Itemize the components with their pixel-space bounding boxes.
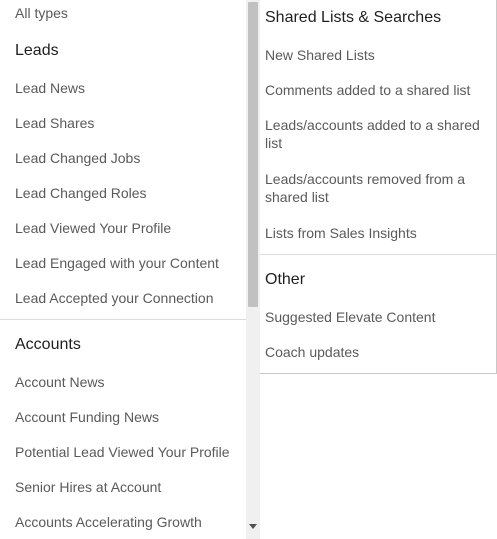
filter-lead-viewed-profile[interactable]: Lead Viewed Your Profile [15, 220, 172, 236]
section-divider [0, 319, 246, 320]
filter-account-news[interactable]: Account News [15, 374, 105, 390]
filter-suggested-elevate-content[interactable]: Suggested Elevate Content [265, 309, 436, 325]
accounts-section-header: Accounts [15, 336, 81, 353]
filter-leads-removed-shared-list[interactable]: Leads/accounts removed from a shared list [265, 171, 465, 205]
filter-lead-news[interactable]: Lead News [15, 80, 86, 96]
scroll-down-arrow-icon[interactable] [249, 524, 257, 529]
filter-comments-shared-list[interactable]: Comments added to a shared list [265, 82, 471, 98]
filter-lead-shares[interactable]: Lead Shares [15, 115, 95, 131]
filter-new-shared-lists[interactable]: New Shared Lists [265, 47, 375, 63]
filter-list-left [0, 0, 246, 539]
scrollbar-thumb[interactable] [248, 2, 258, 307]
filter-lead-changed-roles[interactable]: Lead Changed Roles [15, 185, 147, 201]
shared-lists-section-header: Shared Lists & Searches [265, 9, 442, 26]
filter-account-funding-news[interactable]: Account Funding News [15, 409, 159, 425]
filter-senior-hires[interactable]: Senior Hires at Account [15, 479, 162, 495]
section-divider [260, 254, 496, 255]
filter-list-right [260, 0, 497, 374]
filter-coach-updates[interactable]: Coach updates [265, 344, 360, 360]
filter-all-types[interactable]: All types [15, 5, 68, 21]
other-section-header: Other [265, 271, 306, 288]
leads-section-header: Leads [15, 42, 59, 59]
filter-lead-engaged-content[interactable]: Lead Engaged with your Content [15, 255, 219, 271]
filter-lead-accepted-connection[interactable]: Lead Accepted your Connection [15, 290, 214, 306]
filter-leads-added-shared-list[interactable]: Leads/accounts added to a shared list [265, 117, 480, 151]
filter-lead-changed-jobs[interactable]: Lead Changed Jobs [15, 150, 141, 166]
filter-potential-lead-viewed-profile[interactable]: Potential Lead Viewed Your Profile [15, 444, 230, 460]
vertical-scrollbar[interactable] [246, 0, 260, 539]
filter-accounts-accelerating-growth[interactable]: Accounts Accelerating Growth [15, 514, 202, 530]
filter-lists-sales-insights[interactable]: Lists from Sales Insights [265, 225, 417, 241]
